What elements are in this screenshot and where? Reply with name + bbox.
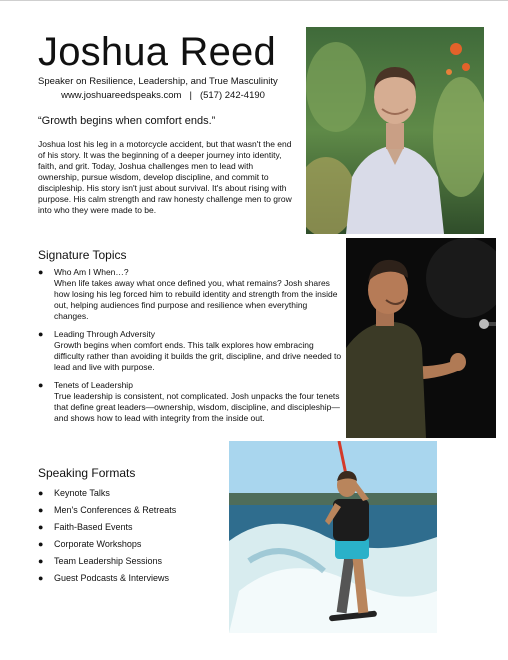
format-label: Corporate Workshops: [54, 539, 142, 549]
topic-description: When life takes away what once defined you, what remains? Josh shares how losing his leg forced him to rebuild identity and strength from the inside out, helping audiences find purpose and resilience when everything changes.: [54, 278, 338, 321]
topic-item: [38, 380, 344, 424]
bullet-icon: ●: [38, 522, 44, 532]
format-item: [38, 539, 238, 550]
speaking-formats-heading: Speaking Formats: [38, 466, 136, 480]
format-label: Team Leadership Sessions: [54, 556, 163, 566]
topic-title: Who Am I When…?: [54, 267, 129, 277]
signature-topics-heading: Signature Topics: [38, 248, 127, 262]
topic-item: [38, 329, 344, 373]
portrait-photo: [306, 27, 484, 234]
bullet-icon: ●: [38, 380, 44, 390]
format-label: Keynote Talks: [54, 488, 110, 498]
topic-item: [38, 267, 344, 322]
format-label: Men's Conferences & Retreats: [54, 505, 177, 515]
bio-paragraph: Joshua lost his leg in a motorcycle accident, but that wasn't the end of his story. It was the beginning of a deeper journey into identity, faith, and grit. Today, Joshua challenges men to lead with ownership, pursue wisdom, develop discipline, and commit to discipleship. His story isn't just about survival. It's about rising with purpose. His calm strength and raw honesty challenge men to grow into who they were made to be.: [38, 139, 292, 215]
bullet-icon: ●: [38, 505, 44, 515]
speaker-name: Joshua Reed: [38, 30, 276, 74]
format-item: [38, 556, 238, 567]
signature-topics-list: [38, 267, 344, 431]
topic-title: Tenets of Leadership: [54, 380, 133, 390]
format-label: Faith-Based Events: [54, 522, 133, 532]
contact-line: [38, 90, 288, 101]
top-divider: [0, 0, 508, 1]
stage-speaking-photo: [346, 238, 496, 438]
topic-description: True leadership is consistent, not complicated. Josh unpacks the four tenets that define great leaders—ownership, wisdom, discipline, and discipleship—and shows how to lead with integrity from the inside out.: [54, 391, 340, 423]
website-link[interactable]: www.joshuareedspeaks.com: [61, 90, 182, 101]
speaker-tagline: Speaker on Resilience, Leadership, and True Masculinity: [38, 76, 278, 87]
phone-number[interactable]: (517) 242-4190: [199, 90, 265, 101]
topic-description: Growth begins when comfort ends. This talk explores how embracing difficulty rather than avoiding it builds the grit, discipline, and drive needed to lead and live with purpose.: [54, 340, 342, 372]
speaking-formats-list: [38, 488, 238, 590]
contact-separator: |: [189, 90, 192, 101]
format-item: [38, 488, 238, 499]
format-label: Guest Podcasts & Interviews: [54, 573, 170, 583]
topic-title: Leading Through Adversity: [54, 329, 155, 339]
bullet-icon: ●: [38, 556, 44, 566]
pull-quote: “Growth begins when comfort ends.”: [38, 115, 216, 127]
wakeboarding-photo: [229, 441, 437, 633]
bullet-icon: ●: [38, 539, 44, 549]
bullet-icon: ●: [38, 329, 44, 339]
format-item: [38, 505, 238, 516]
format-item: [38, 573, 238, 584]
bullet-icon: ●: [38, 488, 44, 498]
bullet-icon: ●: [38, 573, 44, 583]
bullet-icon: ●: [38, 267, 44, 277]
format-item: [38, 522, 238, 533]
